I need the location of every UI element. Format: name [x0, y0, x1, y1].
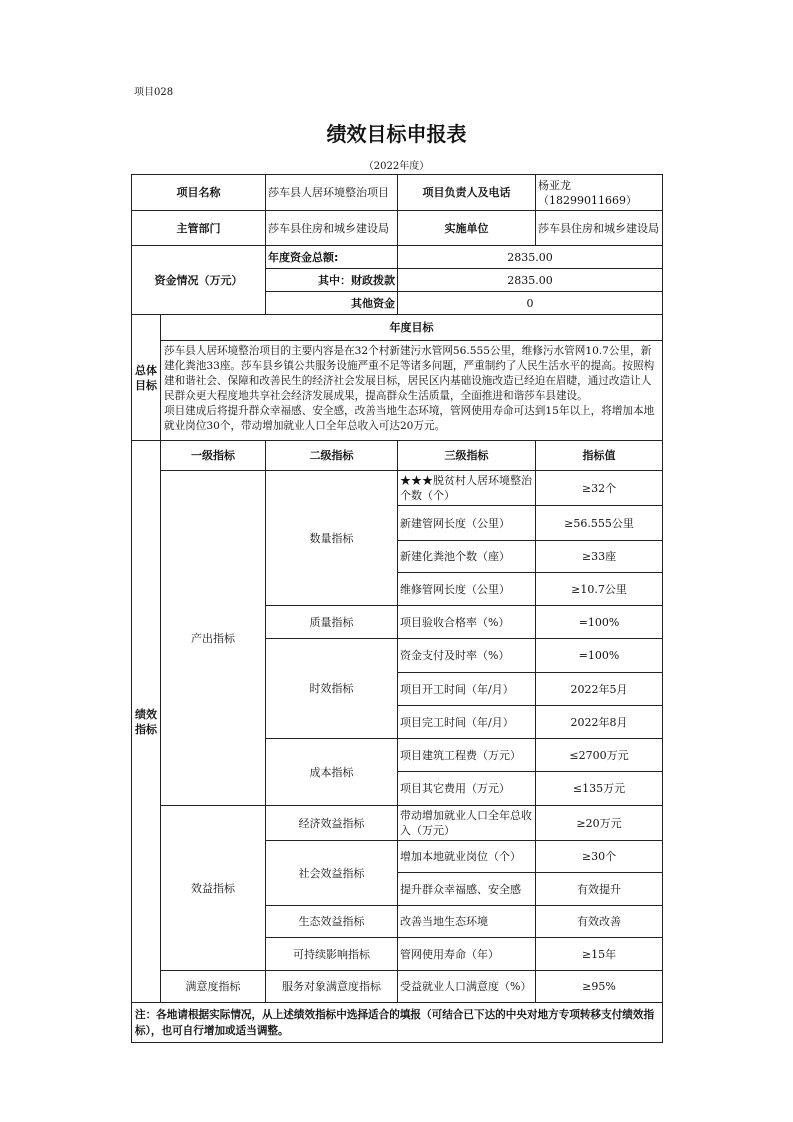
indicator-value: ≤135万元 [536, 772, 663, 806]
goal-text [161, 341, 663, 441]
indicator-value: ≥95% [536, 971, 663, 1003]
dept-label: 主管部门 [132, 211, 266, 246]
owner: 杨亚龙（18299011669） [536, 175, 663, 211]
indicator-name: 提升群众幸福感、安全感 [398, 873, 536, 906]
indicator-value: =100% [536, 639, 663, 673]
goal-header: 年度目标 [161, 315, 663, 341]
indicator-value: 2022年8月 [536, 706, 663, 739]
indicator-value: ≥56.555公里 [536, 506, 663, 541]
indicator-value: =100% [536, 606, 663, 639]
funds-label: 资金情况（万元） [132, 246, 266, 315]
level2-timeliness: 时效指标 [266, 639, 398, 739]
indicator-name: ★★★脱贫村人居环境整治个数（个） [398, 471, 536, 506]
funds-other-label: 其他资金 [266, 292, 398, 315]
indicator-value: ≥20万元 [536, 806, 663, 841]
indicator-name: 管网使用寿命（年） [398, 938, 536, 971]
header-level2: 二级指标 [266, 441, 398, 471]
level2-quality: 质量指标 [266, 606, 398, 639]
indicator-value: ≥30个 [536, 841, 663, 873]
indicators-side-label: 绩效指标 [132, 441, 161, 1003]
level2-cost: 成本指标 [266, 739, 398, 806]
indicator-name: 项目验收合格率（%） [398, 606, 536, 639]
indicator-name: 项目建筑工程费（万元） [398, 739, 536, 772]
indicator-name: 增加本地就业岗位（个） [398, 841, 536, 873]
doc-code: 项目028 [134, 87, 174, 98]
header-value: 指标值 [536, 441, 663, 471]
indicator-value: 有效提升 [536, 873, 663, 906]
indicator-name: 项目完工时间（年/月） [398, 706, 536, 739]
header-level3: 三级指标 [398, 441, 536, 471]
project-name-label: 项目名称 [132, 175, 266, 211]
funds-fiscal: 2835.00 [398, 269, 663, 292]
indicator-name: 项目开工时间（年/月） [398, 673, 536, 706]
indicator-value: ≥32个 [536, 471, 663, 506]
level2-economic: 经济效益指标 [266, 806, 398, 841]
level2-ecological: 生态效益指标 [266, 906, 398, 938]
indicator-name: 资金支付及时率（%） [398, 639, 536, 673]
indicator-value: 有效改善 [536, 906, 663, 938]
dept: 莎车县住房和城乡建设局 [266, 211, 398, 246]
level1-benefit: 效益指标 [161, 806, 266, 971]
indicator-name: 新建化粪池个数（座） [398, 541, 536, 573]
level2-quantity: 数量指标 [266, 471, 398, 606]
project-name: 莎车县人居环境整治项目 [266, 175, 398, 211]
goal-text-1: 莎车县人居环境整治项目的主要内容是在32个村新建污水管网56.555公里，维修污水管网10.7公里，新建化粪池33座。莎车县乡镇公共服务设施严重不足等诸多问题，严重制约了人民生活水平的提高。按照构建和谐社会、保障和改善民生的经济社会发展目标，居民区内基础设施改造已经迫在眉睫，通过改造让人民群众更大程度地共享社会经济发展成果，提高群众生活质量，全面推进和谐莎车县建设。 [164, 345, 655, 402]
indicator-name: 新建管网长度（公里） [398, 506, 536, 541]
performance-table [131, 174, 663, 1043]
indicator-value: ≥10.7公里 [536, 573, 663, 606]
level2-service-satisfaction: 服务对象满意度指标 [266, 971, 398, 1003]
indicator-value: ≥33座 [536, 541, 663, 573]
level2-social: 社会效益指标 [266, 841, 398, 906]
indicator-name: 改善当地生态环境 [398, 906, 536, 938]
header-level1: 一级指标 [161, 441, 266, 471]
footnote: 注：各地请根据实际情况，从上述绩效指标中选择适合的填报（可结合已下达的中央对地方专项转移支付绩效指标），也可自行增加或适当调整。 [132, 1003, 663, 1043]
indicator-name: 维修管网长度（公里） [398, 573, 536, 606]
year-label: （2022年度） [363, 161, 430, 172]
goal-side-label: 总体目标 [132, 315, 161, 441]
funds-total-label: 年度资金总额: [266, 246, 398, 269]
indicator-value: ≤2700万元 [536, 739, 663, 772]
indicator-name: 项目其它费用（万元） [398, 772, 536, 806]
impl: 莎车县住房和城乡建设局 [536, 211, 663, 246]
indicator-value: 2022年5月 [536, 673, 663, 706]
level2-sustainable: 可持续影响指标 [266, 938, 398, 971]
level1-satisfaction: 满意度指标 [161, 971, 266, 1003]
impl-label: 实施单位 [398, 211, 536, 246]
indicator-name: 带动增加就业人口全年总收入（万元） [398, 806, 536, 841]
funds-total: 2835.00 [398, 246, 663, 269]
level1-output: 产出指标 [161, 471, 266, 806]
indicator-name: 受益就业人口满意度（%） [398, 971, 536, 1003]
owner-label: 项目负责人及电话 [398, 175, 536, 211]
funds-other: 0 [398, 292, 663, 315]
page-title: 绩效目标申报表 [326, 122, 467, 146]
goal-text-2: 项目建成后将提升群众幸福感、安全感，改善当地生态环境，管网使用寿命可达到15年以上，将增加本地就业岗位30个，带动增加就业人口全年总收入可达20万元。 [164, 405, 655, 432]
funds-fiscal-label: 其中：财政拨款 [266, 269, 398, 292]
indicator-value: ≥15年 [536, 938, 663, 971]
